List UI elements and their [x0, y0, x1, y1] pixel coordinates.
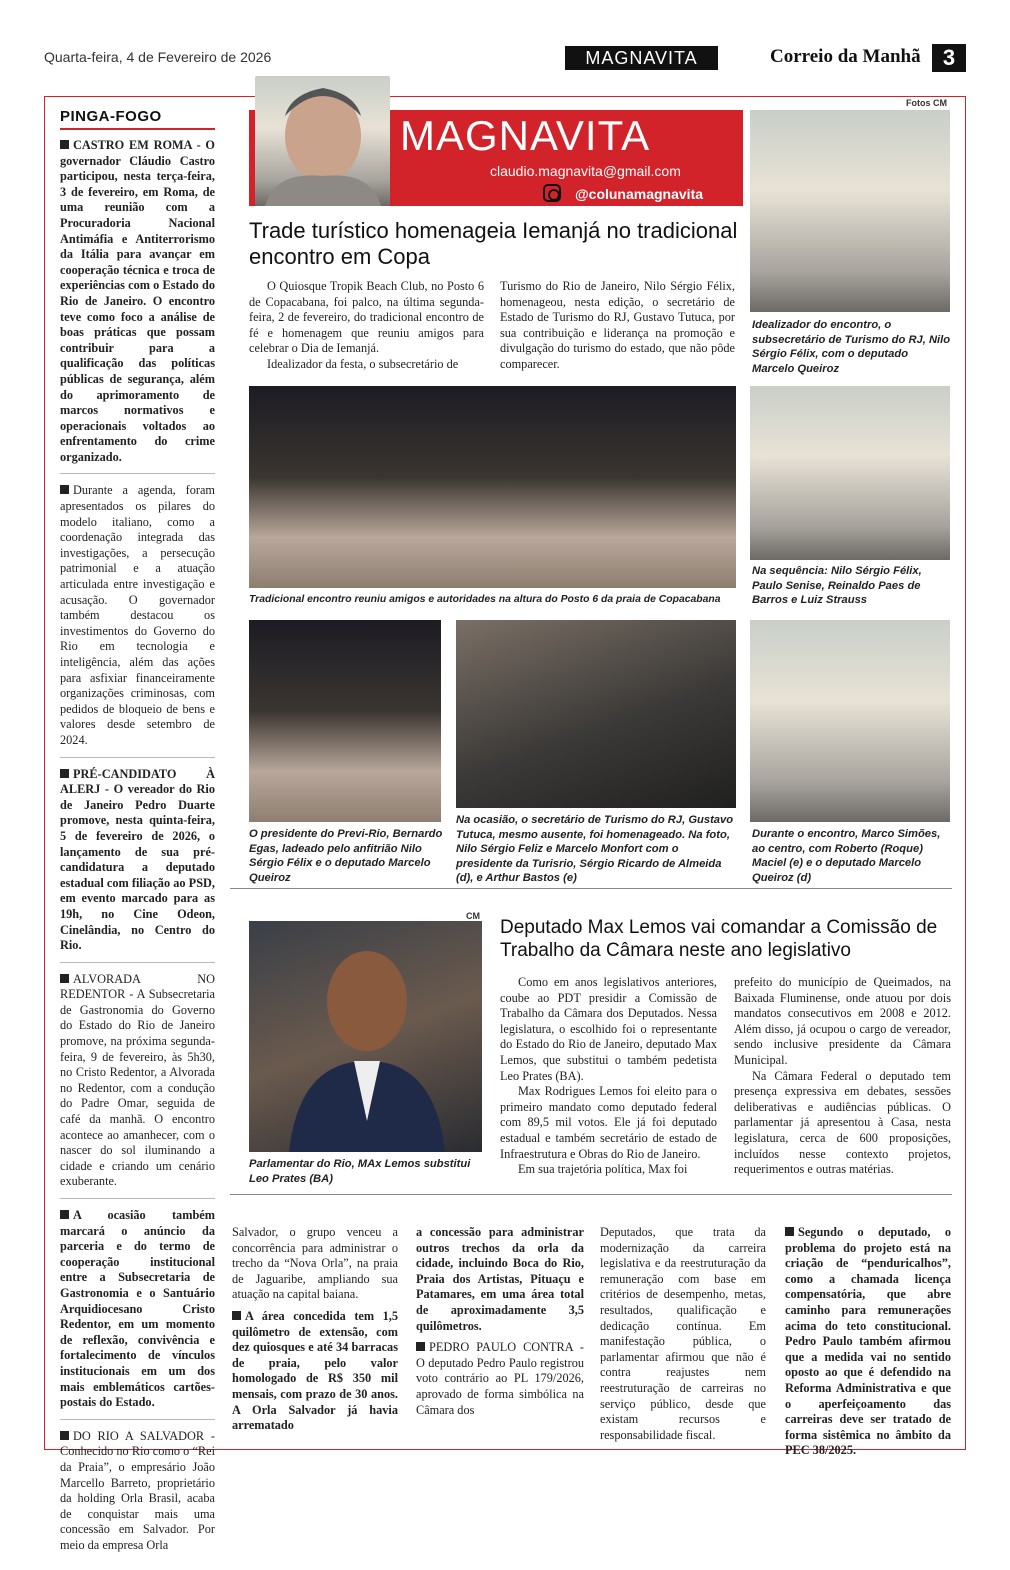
photo-homenagem: [456, 620, 736, 808]
photo-previ-rio: [249, 620, 441, 822]
story1-col1: O Quiosque Tropik Beach Club, no Posto 6 de Copacabana, foi palco, na última segunda-feira, 2 de fevereiro, do tradicional encontro de fé e homenagem que reuniu amigos para celebrar o Dia de Iemanjá. Idealizador da festa, o subsecretário de: [249, 279, 484, 371]
note-parceria: A ocasião também marcará o anúncio da parceria e do termo de cooperação institucional entre a Subsecretaria de Gastronomia e o Santuário Arquidiocesano Cristo Redentor, em um momento de reflexão, convivência e fortalecimento de vínculos institucionais em um dos mais emblemáticos cartões-postais do Estado.: [60, 1208, 215, 1420]
page-number: 3: [932, 44, 966, 72]
story2-caption: Parlamentar do Rio, MAx Lemos substitui Leo Prates (BA): [249, 1158, 471, 1185]
bottom-col2: a concessão para administrar outros trechos da orla da cidade, incluindo Boca do Rio, Praia dos Artistas, Pituaçu e Patamares, em uma área total de aproximadamente 3,5 quilômetros. PEDRO PAULO CONTRA - O deputado Pedro Paulo registrou voto contrário ao PL 179/2026, aprovado de forma simbólica na Câmara dos: [416, 1225, 584, 1417]
photo-nilo-marcelo: [750, 110, 950, 312]
note-rio-salvador: DO RIO A SALVADOR - Conhecido no Rio como o “Rei da Praia”, o empresário João Marcello Barreto, proprietário da holding Orla Brasil, acaba de conquistar mais uma concessão em Salvador. Por meio da empresa Orla: [60, 1428, 215, 1552]
sidebar-title: PINGA-FOGO: [60, 108, 215, 130]
story2-col2: prefeito do município de Queimados, na Baixada Fluminense, onde atuou por dois mandatos consecutivos em 2008 e 2012. Além disso, já ocupou o cargo de vereador, sendo inclusive presidente da Câmara Municipal. Na Câmara Federal o deputado tem presença expressiva em debates, sessões deliberativas e audiências públicas. O parlamentar já apresentou à Casa, nesta legislatura, cerca de 600 proposições, incluídos nesse contexto projetos, requerimentos e outras matérias.: [734, 975, 951, 1177]
sidebar-pinga-fogo: [60, 108, 215, 1570]
column-email[interactable]: claudio.magnavita@gmail.com: [490, 163, 681, 179]
story2-headline: Deputado Max Lemos vai comandar a Comissão de Trabalho da Câmara neste ano legislativo: [500, 917, 938, 961]
story1-col2: Turismo do Rio de Janeiro, Nilo Sérgio Félix, homenageou, nesta edição, o secretário de Estado de Turismo do RJ, Gustavo Tutuca, por sua contribuição e liderança na promoção e divulgação do turismo do estado, que não pôde comparecer.: [500, 279, 735, 371]
note-agenda: Durante a agenda, foram apresentados os pilares do modelo italiano, como a coordenação integrada das investigações, a persecução patrimonial e a atuação articulada entre investigação e acusação. O governador também destacou os investimentos do Governo do Rio em tecnologia e inteligência, além das ações para asfixiar financeiramente organizações criminosas, com pedidos de bloqueio de bens e valores desde setembro de 2024.: [60, 483, 215, 757]
caption-bottom-mid: Na ocasião, o secretário de Turismo do RJ, Gustavo Tutuca, mesmo ausente, foi homenageado. Na foto, Nilo Sérgio Feliz e Marcelo Monfort com o presidente da Turisrio, Sérgio Ricardo de Almeida (d), e Arthur Bastos (e): [456, 814, 734, 885]
note-alvorada: ALVORADA NO REDENTOR - A Subsecretaria de Gastronomia do Governo do Estado do Rio de Janeiro promove, na próxima segunda-feira, 9 de fevereiro, às 5h30, no Cristo Redentor, a Alvorada no Redentor, com a condução do Padre Omar, seguida de café da manhã. O encontro acontece ao amanhecer, com o nascer do sol iluminando a cidade e criando um cenário exuberante.: [60, 972, 215, 1199]
issue-date: Quarta-feira, 4 de Fevereiro de 2026: [44, 49, 272, 65]
caption-right-top: Idealizador do encontro, o subsecretário de Turismo do RJ, Nilo Sérgio Félix, com o deputado Marcelo Queiroz: [752, 319, 951, 375]
note-pre-candidato: PRÉ-CANDIDATO À ALERJ - O vereador do Rio de Janeiro Pedro Duarte promove, nesta quinta-feira, 5 de fevereiro de 2026, o lançamento de sua pré-candidatura a deputado estadual com filiação ao PSD, em evento marcado para as 19h, no Cine Odeon, Cinelândia, no Centro do Rio.: [60, 767, 215, 963]
bottom-divider: [230, 1194, 952, 1195]
politician-silhouette-icon: [249, 921, 482, 1152]
caption-bottom-left: O presidente do Previ-Rio, Bernardo Egas, ladeado pelo anfitrião Nilo Sérgio Félix e o deputado Marcelo Queiroz: [249, 828, 443, 884]
section-label: MAGNAVITA: [565, 46, 718, 70]
caption-right-mid: Na sequência: Nilo Sérgio Félix, Paulo Senise, Reinaldo Paes de Barros e Luiz Strauss: [752, 565, 922, 607]
publication-name: Correio da Manhã: [770, 46, 921, 67]
caption-main: Tradicional encontro reuniu amigos e autoridades na altura do Posto 6 da praia de Copacabana: [249, 594, 721, 605]
story2-col1: Como em anos legislativos anteriores, coube ao PDT presidir a Comissão de Trabalho da Câmara dos Deputados. Nessa legislatura, o escolhido foi o representante do Estado do Rio de Janeiro, deputado Max Lemos, que substitui o também pedetista Leo Prates (BA). Max Rodrigues Lemos foi eleito para o primeiro mandato como deputado federal com 89,5 mil votos. Ele já foi deputado estadual e também secretário de estado de Infraestrutura e Obras do Rio de Janeiro. Em sua trajetória política, Max foi: [500, 975, 717, 1177]
photo-max-lemos: [249, 921, 482, 1152]
photo-main-beach: [249, 386, 736, 588]
photo-sequence: [750, 386, 950, 560]
photo-credit: Fotos CM: [906, 98, 947, 108]
column-name: MAGNAVITA: [400, 112, 651, 159]
note-castro-em-roma: CASTRO EM ROMA - O governador Cláudio Castro participou, nesta terça-feira, 3 de fevereiro, em Roma, de uma reunião com a Procuradoria Nacional Antimáfia e Antiterrorismo da Itália para avançar em cooperação técnica e troca de experiências com o Estado do Rio de Janeiro. O encontro teve como foco a análise de boas práticas que possam contribuir para a qualificação das políticas públicas de segurança, além do aprimoramento de marcos normativos e operacionais voltados ao enfrentamento do crime organizado.: [60, 138, 215, 474]
story-divider: [230, 888, 952, 889]
story2-photo-credit: CM: [466, 911, 480, 921]
caption-bottom-right: Durante o encontro, Marco Simões, ao centro, com Roberto (Roque) Maciel (e) e o deputado Marcelo Queiroz (d): [752, 828, 941, 884]
column-instagram[interactable]: @colunamagnavita: [575, 186, 704, 202]
story1-headline: Trade turístico homenageia Iemanjá no tradicional encontro em Copa: [249, 218, 738, 269]
bottom-col4: Segundo o deputado, o problema do projeto está na criação de “penduricalhos”, como a chamada licença compensatória, que abre caminho para remunerações acima do teto constitucional. Pedro Paulo também afirmou que a medida vai no sentido oposto ao que é defendido na Reforma Administrativa e que o aperfeiçoamento das carreiras deve ser tratado de forma sistêmica no âmbito da PEC 38/2025.: [785, 1225, 951, 1458]
bottom-col3: Deputados, que trata da modernização da carreira legislativa e da reestruturação da remuneração com base em critérios de desempenho, metas, resultados, qualificação e dedicação contínua. Em manifestação pública, o parlamentar afirmou que não é contra reajustes nem reestruturação de carreiras no serviço público, desde que existam recursos e responsabilidade fiscal.: [600, 1225, 766, 1442]
portrait-silhouette-icon: [255, 76, 390, 206]
photo-marco-simoes: [750, 620, 950, 822]
instagram-icon: [543, 184, 561, 202]
bottom-col1: Salvador, o grupo venceu a concorrência para administrar o trecho da “Nova Orla”, na praia de Jaguaribe, ampliando sua atuação na capital baiana. A área concedida tem 1,5 quilômetro de extensão, com dez quiosques e até 34 barracas de praia, pelo valor homologado de R$ 350 mil mensais, com prazo de 30 anos. A Orla Salvador já havia arrematado: [232, 1225, 398, 1433]
columnist-portrait: [255, 76, 390, 206]
